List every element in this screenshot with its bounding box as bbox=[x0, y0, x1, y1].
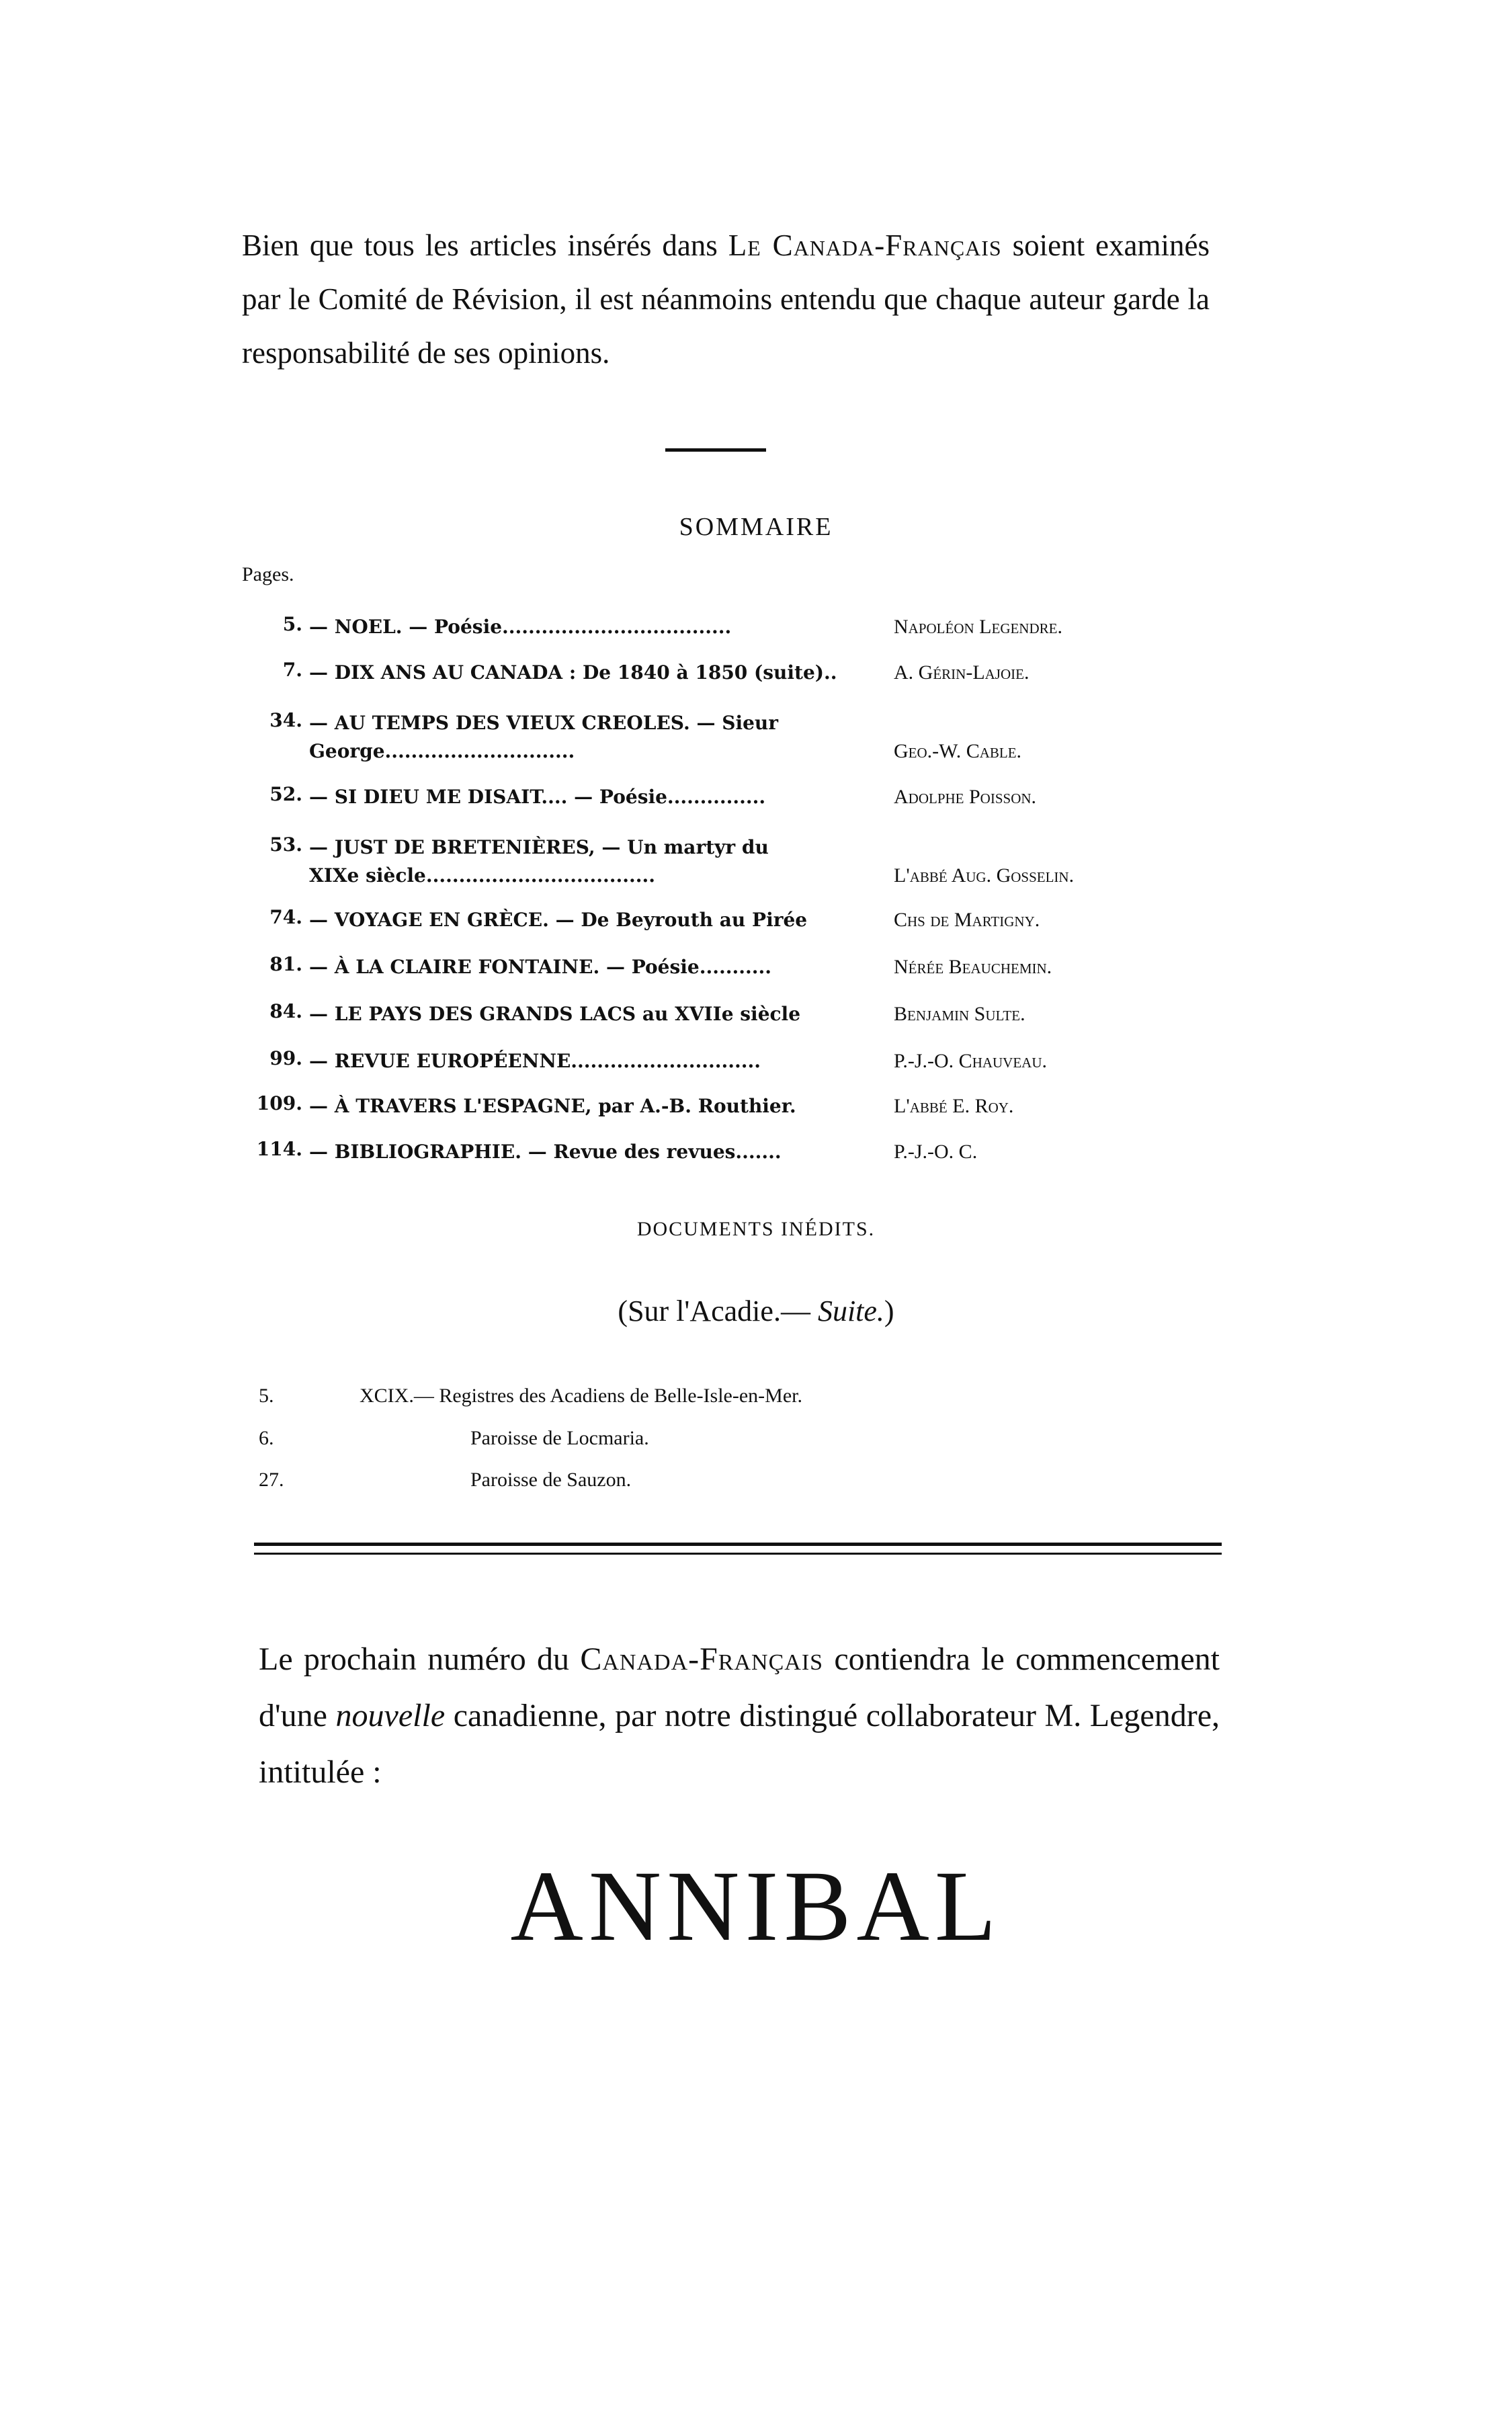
toc-entry bbox=[242, 709, 1210, 766]
document-page: 27. bbox=[259, 1469, 284, 1491]
document-text: Paroisse de Locmaria. bbox=[470, 1427, 649, 1449]
document-text: XCIX.— Registres des Acadiens de Belle-Isle-en-Mer. bbox=[360, 1385, 802, 1407]
toc-title: — BIBLIOGRAPHIE. — Revue des revues....... bbox=[309, 1141, 782, 1163]
note-journal: Canada-Français bbox=[580, 1641, 824, 1677]
documents-heading: DOCUMENTS INÉDITS. bbox=[636, 1218, 876, 1240]
subheading-end: ) bbox=[884, 1295, 894, 1327]
documents-subheading bbox=[0, 1294, 1512, 1328]
intro-text-1: Bien que tous les articles insérés dans bbox=[242, 229, 728, 262]
toc-page: 84. bbox=[269, 1000, 302, 1022]
document-text: Paroisse de Sauzon. bbox=[470, 1469, 632, 1491]
toc-title: — AU TEMPS DES VIEUX CREOLES. — Sieur George............................. bbox=[309, 712, 779, 762]
toc-title: — JUST DE BRETENIÈRES, — Un martyr du XIXe siècle................................... bbox=[309, 836, 769, 887]
toc-page: 74. bbox=[269, 906, 302, 928]
toc-entry bbox=[242, 833, 1210, 890]
toc-author: L'abbé Aug. Gosselin. bbox=[894, 864, 1075, 887]
toc-author: A. Gérin-Lajoie. bbox=[894, 661, 1030, 684]
separator-rule bbox=[665, 448, 766, 452]
toc-title: — DIX ANS AU CANADA : De 1840 à 1850 (suite).. bbox=[309, 661, 837, 684]
toc-author: Napoléon Legendre. bbox=[894, 616, 1062, 638]
toc-author: Adolphe Poisson. bbox=[894, 786, 1037, 808]
intro-text-2: soient examinés par le Comité de Révision, il est néanmoins entendu que chaque auteur garde la responsabilité de ses opinions. bbox=[242, 229, 1210, 370]
document-page: 5. bbox=[259, 1385, 274, 1407]
toc-author: Benjamin Sulte. bbox=[894, 1003, 1025, 1025]
toc-author: L'abbé E. Roy. bbox=[894, 1095, 1014, 1117]
subheading-text: (Sur l'Acadie.— bbox=[618, 1295, 818, 1327]
double-rule-top bbox=[254, 1543, 1222, 1546]
announcement-title: ANNIBAL bbox=[510, 1850, 1002, 1962]
toc-author: P.-J.-O. Chauveau. bbox=[894, 1050, 1048, 1072]
announcement-paragraph bbox=[259, 1631, 1220, 1801]
toc-entry bbox=[242, 1092, 1210, 1120]
toc-entry bbox=[242, 1138, 1210, 1166]
toc-page: 114. bbox=[256, 1138, 302, 1160]
toc-entry bbox=[242, 953, 1210, 981]
note-text-2: contiendra le commencement d'une bbox=[259, 1641, 1220, 1733]
subheading-italic: Suite. bbox=[817, 1295, 884, 1327]
toc-entry bbox=[242, 1047, 1210, 1075]
toc-page: 81. bbox=[269, 953, 302, 975]
toc-page: 109. bbox=[256, 1092, 302, 1114]
intro-paragraph bbox=[242, 218, 1210, 380]
journal-name: Le Canada-Français bbox=[728, 229, 1002, 262]
sommaire-heading: SOMMAIRE bbox=[679, 513, 833, 541]
toc-title: — À LA CLAIRE FONTAINE. — Poésie........... bbox=[309, 956, 771, 978]
toc-author: Nérée Beauchemin. bbox=[894, 956, 1052, 978]
toc-page: 53. bbox=[269, 833, 302, 856]
document-page: 6. bbox=[259, 1427, 274, 1449]
double-rule-bottom bbox=[254, 1553, 1222, 1555]
toc-entry bbox=[242, 1000, 1210, 1028]
toc-entry bbox=[242, 783, 1210, 811]
toc-page: 99. bbox=[269, 1047, 302, 1069]
toc-author: P.-J.-O. C. bbox=[894, 1141, 978, 1163]
toc-title: — REVUE EUROPÉENNE............................. bbox=[309, 1050, 761, 1072]
note-italic: nouvelle bbox=[335, 1698, 446, 1733]
toc-author: Chs de Martigny. bbox=[894, 909, 1040, 931]
toc-page: 7. bbox=[282, 659, 302, 681]
toc-entry bbox=[242, 906, 1210, 934]
toc-page: 5. bbox=[282, 613, 302, 635]
toc-title: — À TRAVERS L'ESPAGNE, par A.-B. Routhier. bbox=[309, 1095, 796, 1117]
toc-entry bbox=[242, 659, 1210, 687]
toc-page: 52. bbox=[269, 783, 302, 805]
toc-page: 34. bbox=[269, 709, 302, 731]
note-text-3: canadienne, par notre distingué collaborateur M. Legendre, intitulée : bbox=[259, 1698, 1220, 1790]
toc-entry bbox=[242, 613, 1210, 641]
note-text-1: Le prochain numéro du bbox=[259, 1641, 581, 1677]
toc-title: — LE PAYS DES GRANDS LACS au XVIIe siècle bbox=[309, 1003, 801, 1025]
pages-label: Pages. bbox=[242, 563, 294, 585]
toc-title: — SI DIEU ME DISAIT.... — Poésie............... bbox=[309, 786, 766, 808]
toc-author: Geo.-W. Cable. bbox=[894, 740, 1022, 762]
toc-title: — NOEL. — Poésie................................... bbox=[309, 616, 732, 638]
toc-title: — VOYAGE EN GRÈCE. — De Beyrouth au Pirée bbox=[309, 909, 808, 931]
